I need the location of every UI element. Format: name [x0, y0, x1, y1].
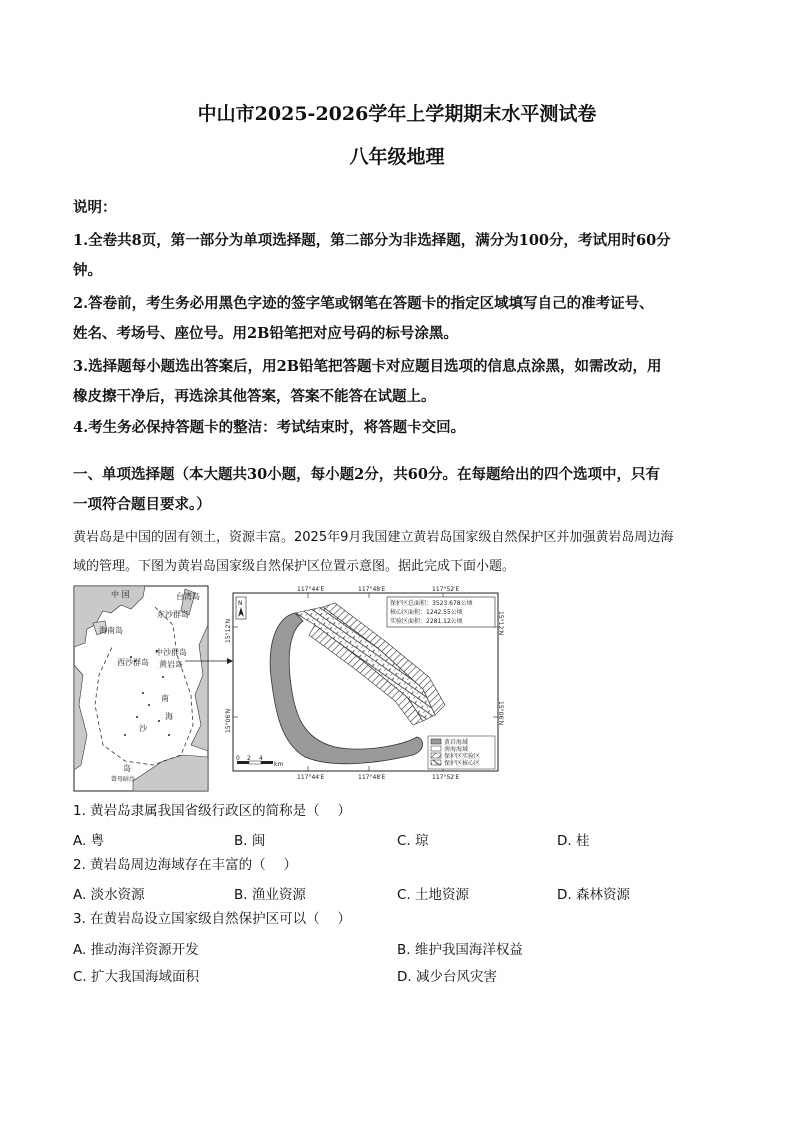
- exam-title: 中山市2025-2026学年上学期期末水平测试卷: [197, 103, 597, 125]
- instruction-line: 2.答卷前，考生务必用黑色字迹的签字笔或钢笔在答题卡的指定区域填写自己的准考证号、: [73, 295, 654, 312]
- huangyan-island-map-figure: [73, 585, 504, 793]
- area-total: 保护区总面积：3523.678公顷: [390, 600, 473, 607]
- locator-label-dao: 岛: [123, 764, 131, 773]
- locator-map: [74, 586, 233, 791]
- question-3-stem: 3. 在黄岩岛设立国家级自然保护区可以（ ）: [73, 911, 351, 927]
- locator-label-hainan: 海南岛: [99, 626, 123, 635]
- q3-option-a[interactable]: A. 推动海洋资源开发: [73, 942, 199, 958]
- coord-bottom-2: 117°48′E: [358, 774, 386, 781]
- instructions-label: 说明：: [73, 199, 117, 216]
- instruction-line: 4.考生务必保持答题卡的整洁：考试结束时，将答题卡交回。: [73, 419, 466, 436]
- locator-label-taiwan: 台湾岛: [176, 592, 200, 601]
- section-heading: 一项符合题目要求。）: [73, 496, 211, 513]
- exam-subtitle: 八年级地理: [349, 146, 445, 168]
- q3-option-b[interactable]: B. 维护我国海洋权益: [397, 942, 523, 958]
- material-intro: 域的管理。下图为黄岩岛国家级自然保护区位置示意图。据此完成下面小题。: [73, 559, 516, 574]
- locator-label-zhongsha: 中沙群岛: [155, 648, 187, 657]
- q2-option-d[interactable]: D. 森林资源: [557, 887, 630, 903]
- map-legend: [428, 736, 495, 769]
- q2-option-a[interactable]: A. 淡水资源: [73, 887, 145, 903]
- locator-label-sha: 沙: [139, 724, 147, 733]
- instruction-line: 1.全卷共8页，第一部分为单项选择题，第二部分为非选择题，满分为100分，考试用时60分: [73, 232, 671, 249]
- section-heading: 一、单项选择题（本大题共30小题，每小题2分，共60分。在每题给出的四个选项中，只有: [73, 466, 660, 483]
- legend-core-zone: 保护区核心区: [444, 760, 481, 767]
- lat-right-1: 15°12′N: [497, 611, 504, 636]
- coord-top-2: 117°48′E: [358, 586, 386, 593]
- legend-experimental-zone: 保护区实验区: [444, 753, 481, 760]
- q3-option-c[interactable]: C. 扩大我国海域面积: [73, 969, 200, 985]
- area-core: 核心区面积：1242.55公顷: [390, 609, 463, 616]
- instruction-line: 橡皮擦干净后，再选涂其他答案，答案不能答在试题上。: [73, 388, 436, 405]
- q1-option-b[interactable]: B. 闽: [234, 833, 266, 849]
- scale-unit: km: [274, 761, 284, 768]
- instruction-line: 3.选择题每小题选出答案后，用2B铅笔把答题卡对应题目选项的信息点涂黑，如需改动，用: [73, 358, 662, 375]
- locator-label-huangyan: 黄岩岛: [159, 660, 183, 669]
- coord-bottom-1: 117°44′E: [297, 774, 325, 781]
- locator-label-zengmu: 曾母暗沙: [111, 776, 136, 783]
- q3-option-d[interactable]: D. 减少台风灾害: [397, 969, 497, 985]
- lat-left-1: 15°12′N: [225, 618, 232, 643]
- locator-label-hai: 海: [165, 712, 173, 721]
- material-intro: 黄岩岛是中国的固有领土，资源丰富。2025年9月我国建立黄岩岛国家级自然保护区并加强黄岩岛周边海: [73, 530, 674, 545]
- instruction-line: 姓名、考场号、座位号。用2B铅笔把对应号码的标号涂黑。: [73, 325, 458, 342]
- q1-option-a[interactable]: A. 粤: [73, 833, 105, 849]
- north-label: N: [238, 600, 243, 607]
- area-experimental: 实验区面积：2281.12公顷: [390, 618, 463, 625]
- scale-2: 2: [247, 755, 251, 762]
- instruction-line: 钟。: [73, 262, 102, 279]
- lat-left-2: 15°06′N: [225, 708, 232, 733]
- q2-option-b[interactable]: B. 渔业资源: [234, 887, 306, 903]
- scale-0: 0: [236, 755, 240, 762]
- locator-label-dongsha: 东沙群岛: [157, 610, 189, 619]
- locator-label-xisha: 西沙群岛: [117, 658, 149, 667]
- q2-option-c[interactable]: C. 土地资源: [397, 887, 470, 903]
- q1-option-c[interactable]: C. 琼: [397, 833, 429, 849]
- coord-bottom-3: 117°52′E: [432, 774, 460, 781]
- coord-top-1: 117°44′E: [297, 586, 325, 593]
- detail-map: [225, 586, 504, 781]
- q1-option-d[interactable]: D. 桂: [557, 833, 590, 849]
- question-2-stem: 2. 黄岩岛周边海域存在丰富的（ ）: [73, 857, 297, 873]
- locator-label-nan: 南: [161, 694, 169, 703]
- question-1-stem: 1. 黄岩岛隶属我国省级行政区的简称是（ ）: [73, 803, 351, 819]
- coord-top-3: 117°52′E: [432, 586, 460, 593]
- lat-right-2: 15°06′N: [497, 701, 504, 726]
- legend-south-china-sea: 南海海域: [444, 746, 469, 753]
- locator-label-china: 中 国: [111, 590, 130, 599]
- scale-4: 4: [259, 755, 263, 762]
- legend-huangyan-waters: 黄岩海域: [444, 739, 469, 746]
